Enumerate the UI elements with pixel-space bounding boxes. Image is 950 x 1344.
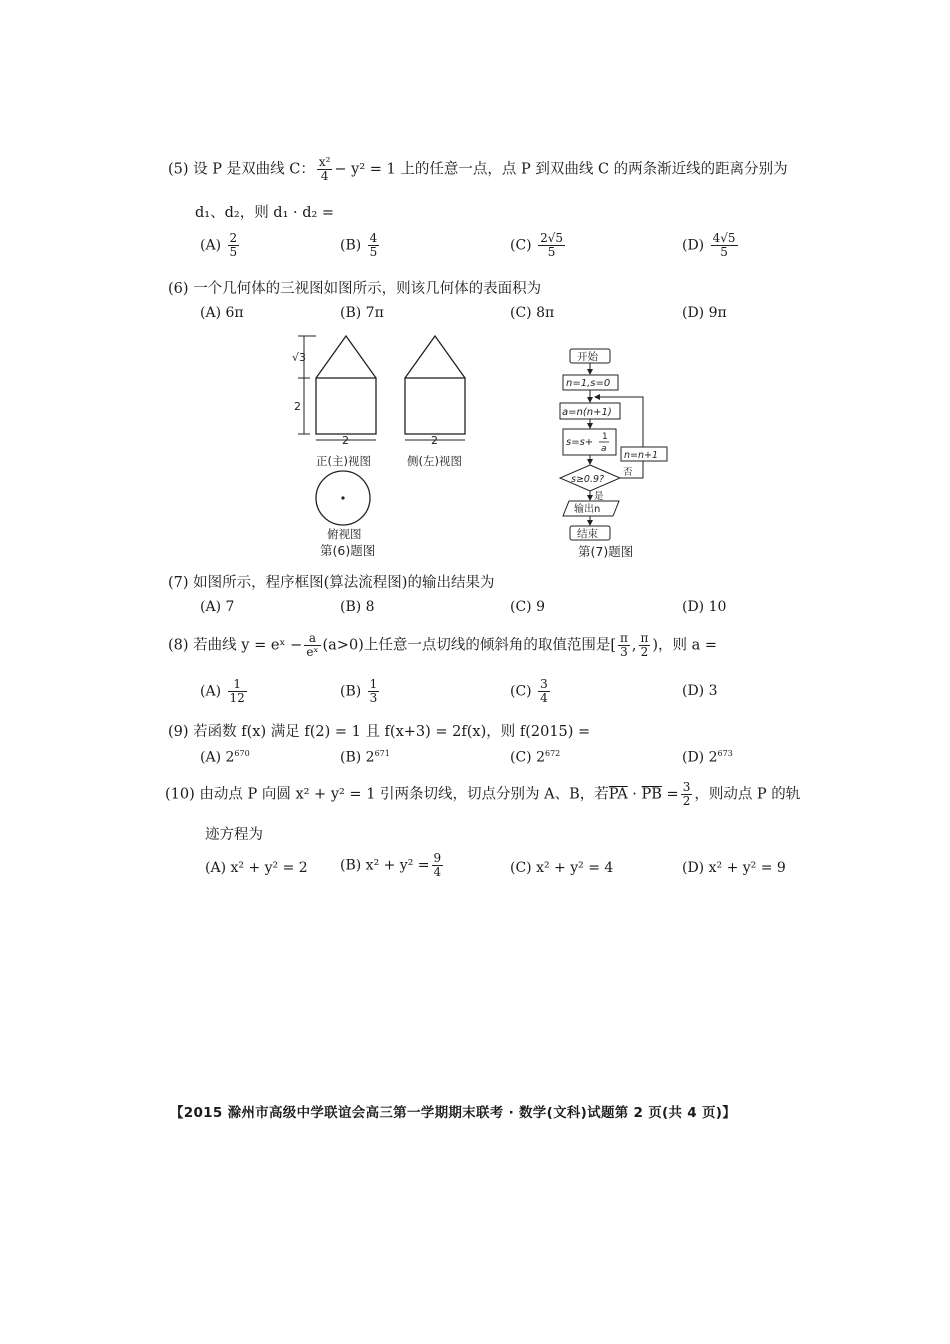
q9-option-b[interactable]: (B) $2^{671}$: [340, 749, 390, 766]
fig6-side-view: [405, 336, 465, 434]
fig6-front-label: 正(主)视图: [316, 454, 371, 468]
q5-option-c[interactable]: (C) $\frac{2√5}{5}$: [510, 231, 564, 259]
fig7-step-a-text: a=n(n+1): [562, 407, 612, 418]
fig7-start-text: 开始: [577, 351, 598, 363]
fig7-step-s-text: s=s+: [566, 437, 594, 448]
q8-line1: (8) 若曲线 y = eˣ − $\frac{a}{\text{eˣ}}$ (a>0)上任意一点切线的倾斜角的取值范围是[ $\frac{\pi}{3}$ , $\frac{\pi}{2}$ )，则 a =: [168, 631, 718, 659]
q6-option-c[interactable]: (C) 8π: [510, 305, 555, 321]
q5-line1: [168, 156, 788, 183]
q7-option-a[interactable]: (A) 7: [200, 599, 235, 615]
fig6-dim-2-vertical: 2: [294, 400, 301, 413]
fig7-inc-text: n=n+1: [624, 450, 659, 461]
q10-text-b: ，则动点 P 的轨: [694, 786, 801, 803]
fig7-output-text: 输出n: [574, 504, 601, 515]
q7-option-b[interactable]: (B) 8: [340, 599, 375, 615]
fig6-dim-sqrt3: √3: [292, 351, 307, 364]
q10-option-c[interactable]: (C) x² + y² = 4: [510, 860, 614, 876]
q7-line1: [168, 571, 494, 592]
page-footer: 【2015 滁州市高级中学联谊会高三第一学期期末联考 · 数学(文科)试题第 2 页(共 4 页)】: [170, 1105, 737, 1121]
fig6-caption: 第(6)题图: [320, 543, 376, 558]
q9-option-d[interactable]: (D) $2^{673}$: [682, 749, 733, 766]
q10-option-d[interactable]: (D) x² + y² = 9: [682, 860, 786, 876]
fig7-init-text: n=1,s=0: [566, 378, 611, 389]
q8-option-d[interactable]: (D) 3: [682, 683, 718, 699]
q10-number: (10): [165, 786, 195, 803]
q9-number: (9): [168, 724, 189, 740]
q6-option-b[interactable]: (B) 7π: [340, 305, 384, 321]
q8-text-c: )，则 a =: [652, 637, 718, 654]
q10-line2: 迹方程为: [205, 827, 263, 843]
q8-range-upper: $\frac{\pi}{2}$: [640, 631, 649, 659]
fig7-flowchart: [555, 344, 680, 565]
q9-option-a[interactable]: (A) $2^{670}$: [200, 749, 250, 766]
fig7-step-s-num: 1: [602, 432, 608, 442]
q5-line2: d₁、d₂，则 d₁ · d₂ =: [195, 205, 335, 221]
fig7-step-s-den: a: [601, 444, 607, 454]
q6-option-d[interactable]: (D) 9π: [682, 305, 727, 321]
q5-option-d[interactable]: (D) $\frac{4√5}{5}$: [682, 231, 736, 259]
q7-text: 如图所示，程序框图(算法流程图)的输出结果为: [193, 575, 495, 591]
q9-option-c[interactable]: (C) $2^{672}$: [510, 749, 561, 766]
q9-text: 若函数 f(x) 满足 f(2) = 1 且 f(x+3) = 2f(x)，则 f(2015) =: [193, 724, 591, 740]
q8-number: (8): [168, 637, 189, 654]
q5-text-a: 设 P 是双曲线 C：: [193, 161, 315, 178]
q8-range-lower: $\frac{\pi}{3}$: [620, 631, 628, 659]
q6-number: (6): [168, 281, 189, 297]
fig6-three-views: [290, 330, 490, 565]
fig7-end-text: 结束: [577, 528, 598, 540]
q7-number: (7): [168, 575, 189, 591]
q7-option-c[interactable]: (C) 9: [510, 599, 545, 615]
fig6-side-label: 侧(左)视图: [407, 454, 462, 468]
fig6-top-label: 俯视图: [327, 527, 362, 541]
q8-fraction: $\frac{a}{\text{eˣ}}$: [306, 631, 319, 659]
fig6-front-view: [316, 336, 376, 434]
q10-text-a: 由动点 P 向圆 x² + y² = 1 引两条切线，切点分别为 A、B，若: [199, 786, 609, 803]
q10-fraction: $\frac{3}{2}$: [682, 780, 691, 808]
fig6-top-view-center-dot: [341, 496, 344, 499]
q8-text-b: (a>0)上任意一点切线的倾斜角的取值范围是[: [322, 637, 616, 654]
fig7-cond-text: s≥0.9?: [571, 474, 605, 485]
fig6-dim-2-front: 2: [342, 434, 349, 447]
q10-line1: (10) 由动点 P 向圆 x² + y² = 1 引两条切线，切点分别为 A、B，若$\overline{PA} \cdot \overline{PB}$ = $\frac{3}{2}$ ，则动点 P 的轨: [165, 780, 801, 808]
fig7-caption: 第(7)题图: [578, 544, 634, 559]
q10-vector-pb: $\overline{PB}$: [641, 786, 662, 803]
q8-option-a[interactable]: (A) $\frac{1}{12}$: [200, 677, 245, 705]
q5-fraction: $\frac{\text{x²}}{4}$: [318, 155, 331, 183]
q6-line1: [168, 277, 541, 298]
q6-text: 一个几何体的三视图如图所示，则该几何体的表面积为: [193, 281, 542, 297]
q10-vector-pa: $\overline{PA}$: [608, 786, 628, 803]
q8-option-b[interactable]: (B) $\frac{1}{3}$: [340, 677, 378, 705]
q8-text-a: 若曲线 y = eˣ −: [193, 637, 303, 654]
fig7-yes-label: 是: [594, 491, 604, 502]
q5-number: (5): [168, 161, 189, 178]
q5-option-b[interactable]: (B) $\frac{4}{5}$: [340, 231, 378, 259]
fig7-no-label: 否: [623, 467, 633, 478]
q10-option-a[interactable]: (A) x² + y² = 2: [205, 860, 308, 876]
q7-option-d[interactable]: (D) 10: [682, 599, 727, 615]
q8-option-c[interactable]: (C) $\frac{3}{4}$: [510, 677, 548, 705]
q6-option-a[interactable]: (A) 6π: [200, 305, 244, 321]
q5-text-b: − y² = 1 上的任意一点，点 P 到双曲线 C 的两条渐近线的距离分别为: [334, 161, 788, 178]
q9-line1: [168, 720, 590, 741]
q5-option-a[interactable]: (A) $\frac{2}{5}$: [200, 231, 238, 259]
q10-option-b[interactable]: (B) x² + y² = $\frac{9}{4}$: [340, 851, 442, 879]
fig6-dim-2-side: 2: [431, 434, 438, 447]
